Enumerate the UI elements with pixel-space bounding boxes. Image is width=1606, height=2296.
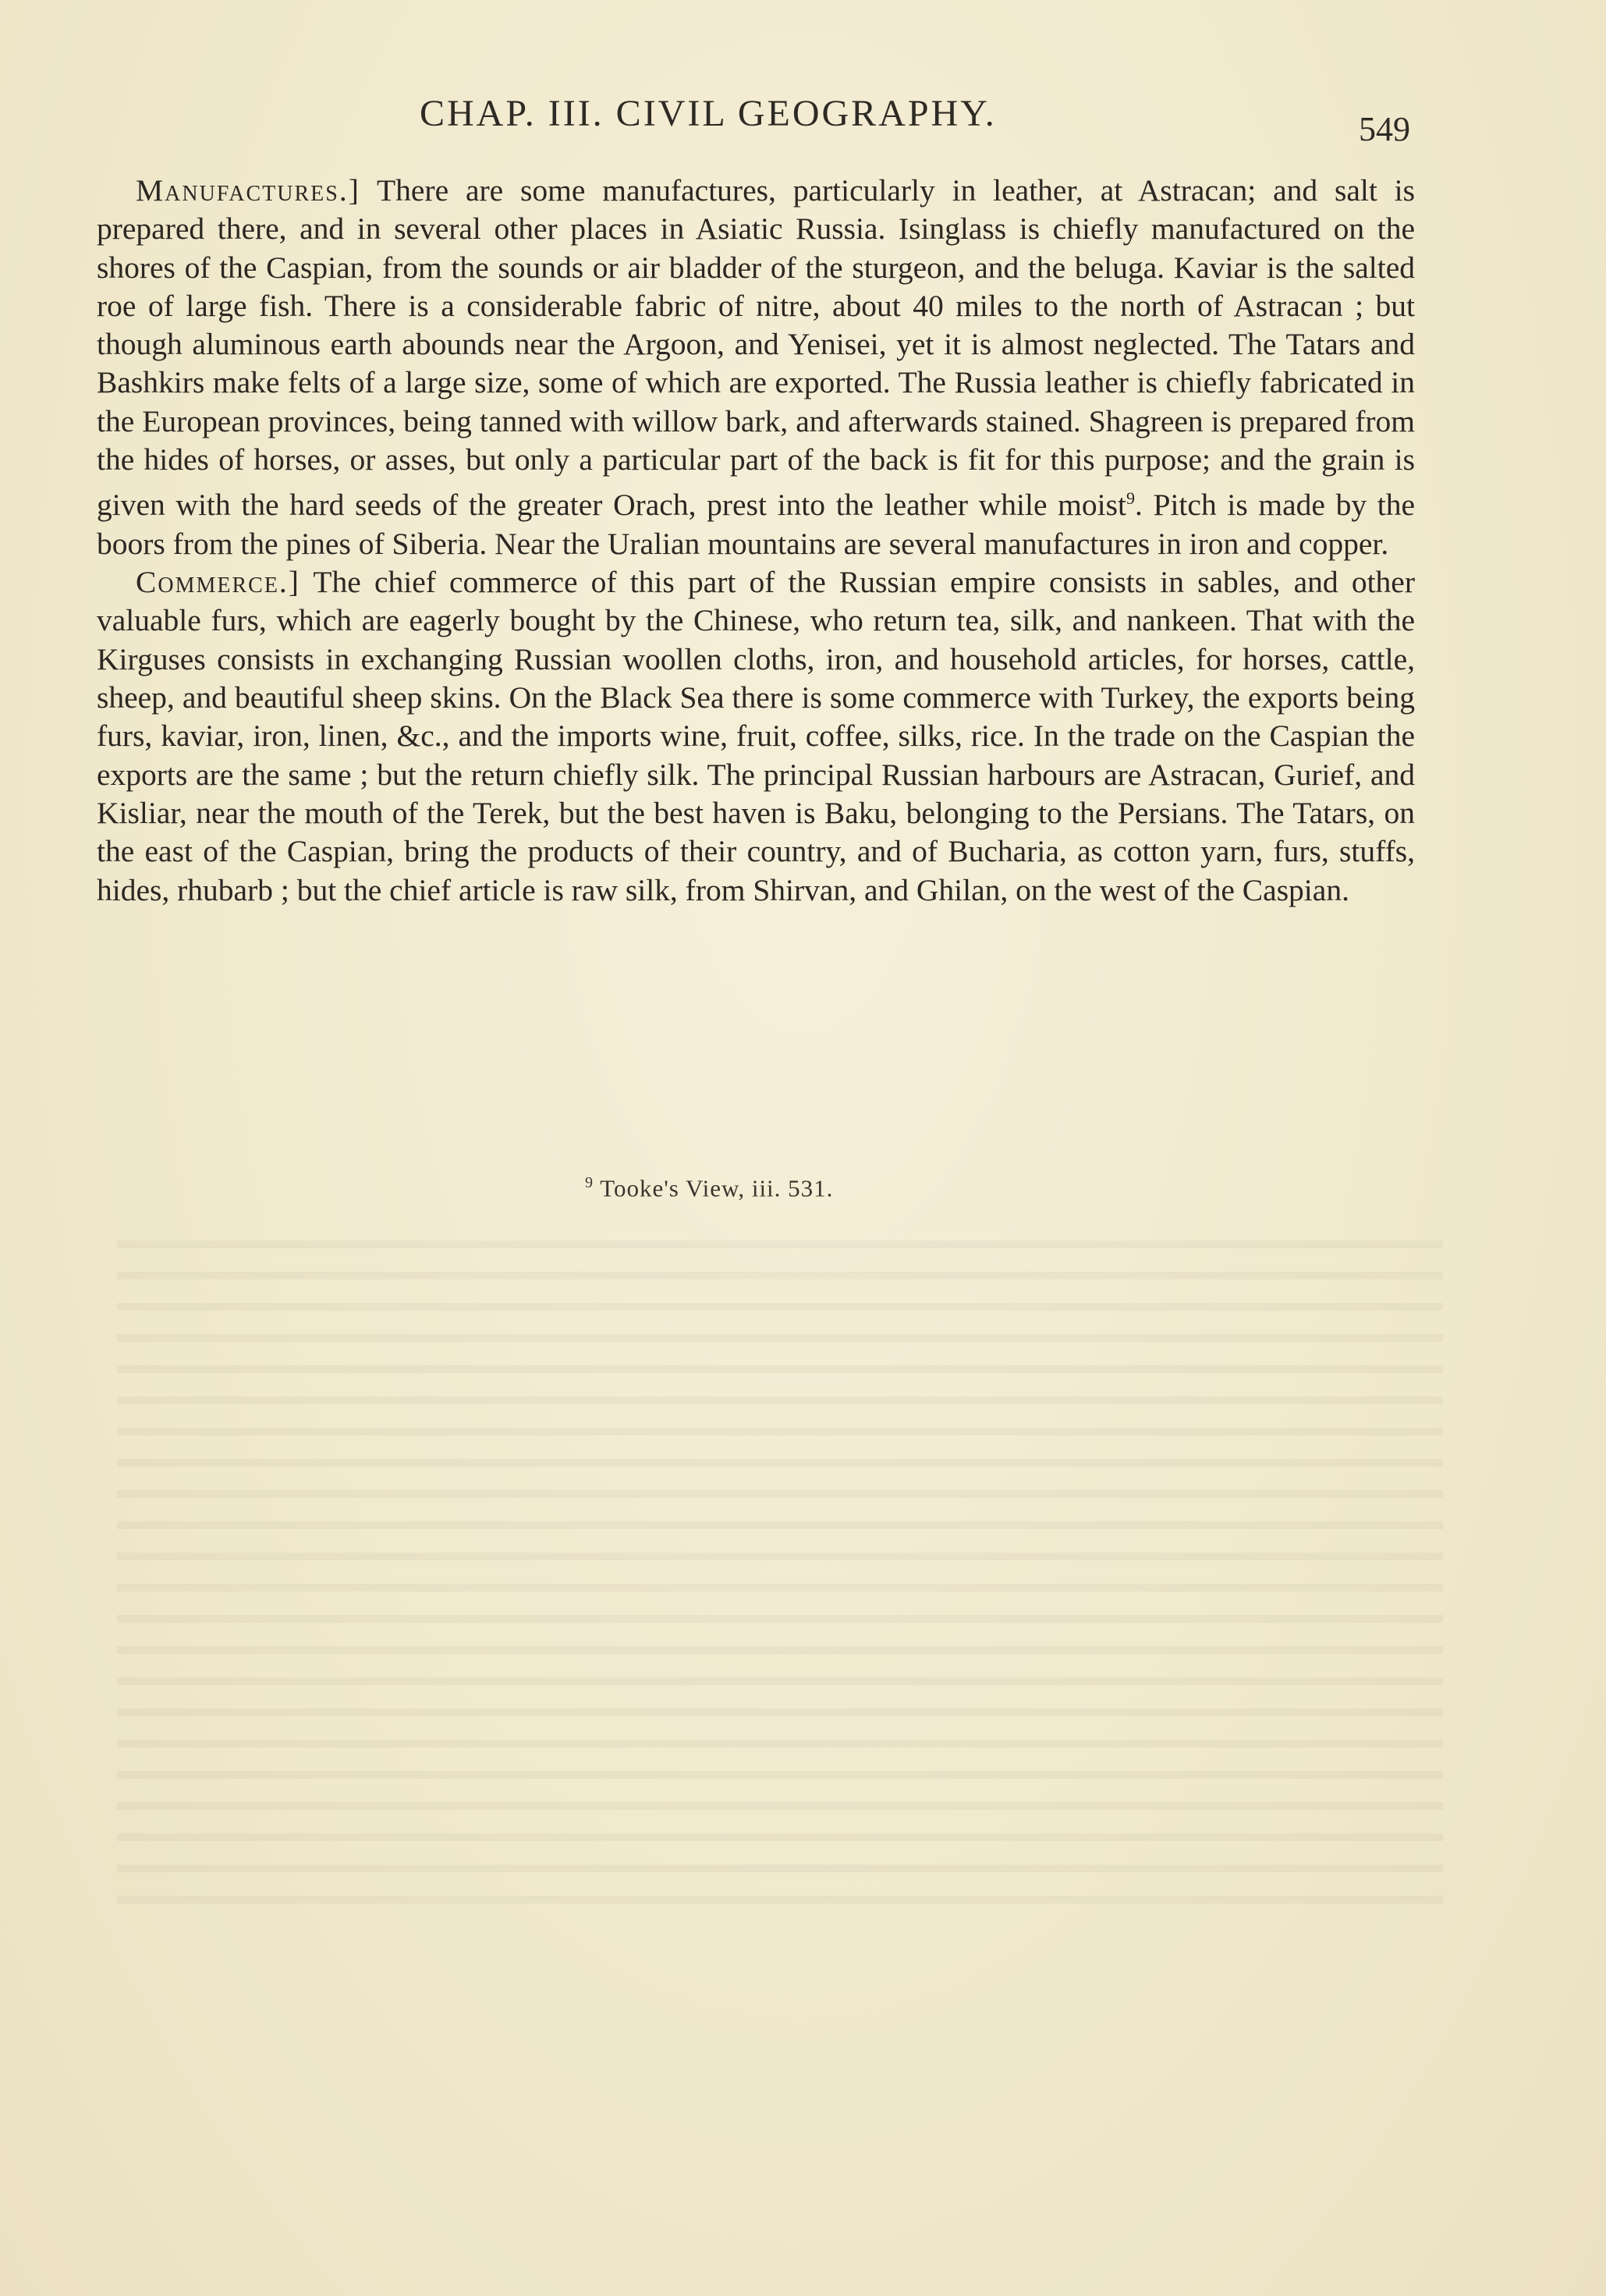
paragraph-manufactures — [97, 172, 1415, 563]
footnote-reference: 9 — [1126, 488, 1135, 509]
page-number: 549 — [1359, 110, 1410, 148]
running-head: CHAP. III. CIVIL GEOGRAPHY. — [420, 93, 997, 134]
paragraph-text-continued: . Pitch is made by the boors from the pines of Siberia. Near the Uralian mountains are several manufactures in iron and copper. — [97, 488, 1415, 561]
paragraph-text: There are some manufactures, particularly in leather, at Astracan; and salt is prepared there, and in several other places in Asiatic Russia. Isinglass is chiefly manufactured on the shores of the Caspian, from the sounds or air bladder of the sturgeon, and the beluga. Kaviar is the salted roe of large fish. There is a considerable fabric of nitre, about 40 miles to the north of Astracan ; but though aluminous earth abounds near the Argoon, and Yenisei, yet it is almost neglected. The Tatars and Bashkirs make felts of a large size, some of which are exported. The Russia leather is chiefly fabricated in the European provinces, being tanned with willow bark, and afterwards stained. Shagreen is prepared from the hides of horses, or asses, but only a particular part of the back is fit for this purpose; and the grain is given with the hard seeds of the greater Orach, prest into the leather while moist — [97, 173, 1415, 523]
paragraph-commerce — [97, 563, 1415, 910]
show-through-texture — [117, 1217, 1443, 1919]
section-heading-manufactures: Manufactures.] — [136, 173, 360, 208]
footnote — [585, 1174, 833, 1202]
body-text — [97, 172, 1415, 910]
page-header — [0, 92, 1606, 154]
footnote-marker: 9 — [585, 1174, 594, 1191]
paragraph-text: The chief commerce of this part of the Russian empire consists in sables, and other valuable furs, which are eagerly bought by the Chinese, who return tea, silk, and nankeen. That with the Kirguses consists in exchanging Russian woollen cloths, iron, and household articles, for horses, cattle, sheep, and beautiful sheep skins. On the Black Sea there is some commerce with Turkey, the exports being furs, kaviar, iron, linen, &c., and the imports wine, fruit, coffee, silks, rice. In the trade on the Caspian the exports are the same ; but the return chiefly silk. The principal Russian harbours are Astracan, Gurief, and Kisliar, near the mouth of the Terek, but the best haven is Baku, belonging to the Persians. The Tatars, on the east of the Caspian, bring the products of their country, and of Bucharia, as cotton yarn, furs, stuffs, hides, rhubarb ; but the chief article is raw silk, from Shirvan, and Ghilan, on the west of the Caspian. — [97, 565, 1415, 907]
footnote-text: Tooke's View, iii. 531. — [594, 1174, 834, 1202]
section-heading-commerce: Commerce.] — [136, 565, 300, 600]
